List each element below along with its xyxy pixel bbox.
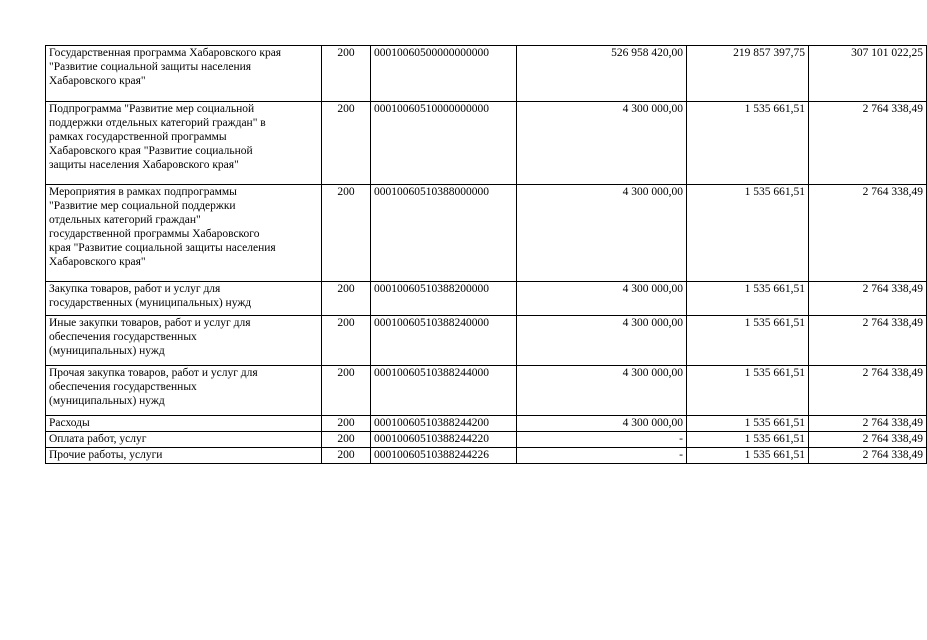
table-row [46, 448, 927, 464]
row-remaining-cell: 2 764 338,49 [809, 316, 927, 366]
row-name-cell: Закупка товаров, работ и услуг для государственных (муниципальных) нужд [46, 282, 322, 316]
row-plan-cell: 4 300 000,00 [517, 282, 687, 316]
row-code-cell: 200 [322, 366, 371, 416]
row-executed-cell: 1 535 661,51 [687, 432, 809, 448]
row-remaining-cell: 2 764 338,49 [809, 282, 927, 316]
row-name-cell: Государственная программа Хабаровского края "Развитие социальной защиты населения Хабаровского края" [46, 46, 322, 102]
row-kbk-cell: 00010060510388244200 [371, 416, 517, 432]
row-plan-cell: 4 300 000,00 [517, 366, 687, 416]
row-plan-cell: - [517, 448, 687, 464]
row-name-cell: Прочие работы, услуги [46, 448, 322, 464]
table-row [46, 316, 927, 366]
row-code-cell: 200 [322, 102, 371, 185]
row-plan-cell: 526 958 420,00 [517, 46, 687, 102]
table-row [46, 185, 927, 282]
row-executed-cell: 1 535 661,51 [687, 282, 809, 316]
row-kbk-cell: 00010060500000000000 [371, 46, 517, 102]
row-code-cell: 200 [322, 46, 371, 102]
row-executed-cell: 1 535 661,51 [687, 185, 809, 282]
document-page [45, 45, 923, 464]
table-row [46, 416, 927, 432]
row-code-cell: 200 [322, 282, 371, 316]
row-code-cell: 200 [322, 185, 371, 282]
row-remaining-cell: 2 764 338,49 [809, 416, 927, 432]
row-executed-cell: 1 535 661,51 [687, 416, 809, 432]
row-name-cell: Расходы [46, 416, 322, 432]
table-row [46, 46, 927, 102]
row-name-cell: Подпрограмма "Развитие мер социальной поддержки отдельных категорий граждан" в рамках государственной программы Хабаровского края "Развитие социальной защиты населения Хабаровского края" [46, 102, 322, 185]
row-plan-cell: 4 300 000,00 [517, 102, 687, 185]
table-row [46, 102, 927, 185]
row-kbk-cell: 00010060510388240000 [371, 316, 517, 366]
row-remaining-cell: 307 101 022,25 [809, 46, 927, 102]
row-name-cell: Прочая закупка товаров, работ и услуг для обеспечения государственных (муниципальных) нужд [46, 366, 322, 416]
row-code-cell: 200 [322, 432, 371, 448]
row-remaining-cell: 2 764 338,49 [809, 366, 927, 416]
row-name-cell: Мероприятия в рамках подпрограммы "Развитие мер социальной поддержки отдельных категорий граждан" государственной программы Хабаровского края "Развитие социальной защиты населения Хабаровского края" [46, 185, 322, 282]
row-code-cell: 200 [322, 416, 371, 432]
row-kbk-cell: 00010060510388000000 [371, 185, 517, 282]
row-remaining-cell: 2 764 338,49 [809, 432, 927, 448]
row-kbk-cell: 00010060510000000000 [371, 102, 517, 185]
row-executed-cell: 1 535 661,51 [687, 102, 809, 185]
row-plan-cell: 4 300 000,00 [517, 416, 687, 432]
row-executed-cell: 219 857 397,75 [687, 46, 809, 102]
row-plan-cell: - [517, 432, 687, 448]
row-executed-cell: 1 535 661,51 [687, 448, 809, 464]
row-executed-cell: 1 535 661,51 [687, 366, 809, 416]
row-remaining-cell: 2 764 338,49 [809, 185, 927, 282]
row-name-cell: Иные закупки товаров, работ и услуг для обеспечения государственных (муниципальных) нужд [46, 316, 322, 366]
table-row [46, 282, 927, 316]
row-remaining-cell: 2 764 338,49 [809, 448, 927, 464]
row-kbk-cell: 00010060510388244220 [371, 432, 517, 448]
row-kbk-cell: 00010060510388244000 [371, 366, 517, 416]
expenditure-table [45, 45, 927, 464]
row-kbk-cell: 00010060510388200000 [371, 282, 517, 316]
row-name-cell: Оплата работ, услуг [46, 432, 322, 448]
row-kbk-cell: 00010060510388244226 [371, 448, 517, 464]
row-code-cell: 200 [322, 448, 371, 464]
table-row [46, 366, 927, 416]
row-executed-cell: 1 535 661,51 [687, 316, 809, 366]
row-plan-cell: 4 300 000,00 [517, 185, 687, 282]
row-plan-cell: 4 300 000,00 [517, 316, 687, 366]
table-row [46, 432, 927, 448]
row-remaining-cell: 2 764 338,49 [809, 102, 927, 185]
row-code-cell: 200 [322, 316, 371, 366]
